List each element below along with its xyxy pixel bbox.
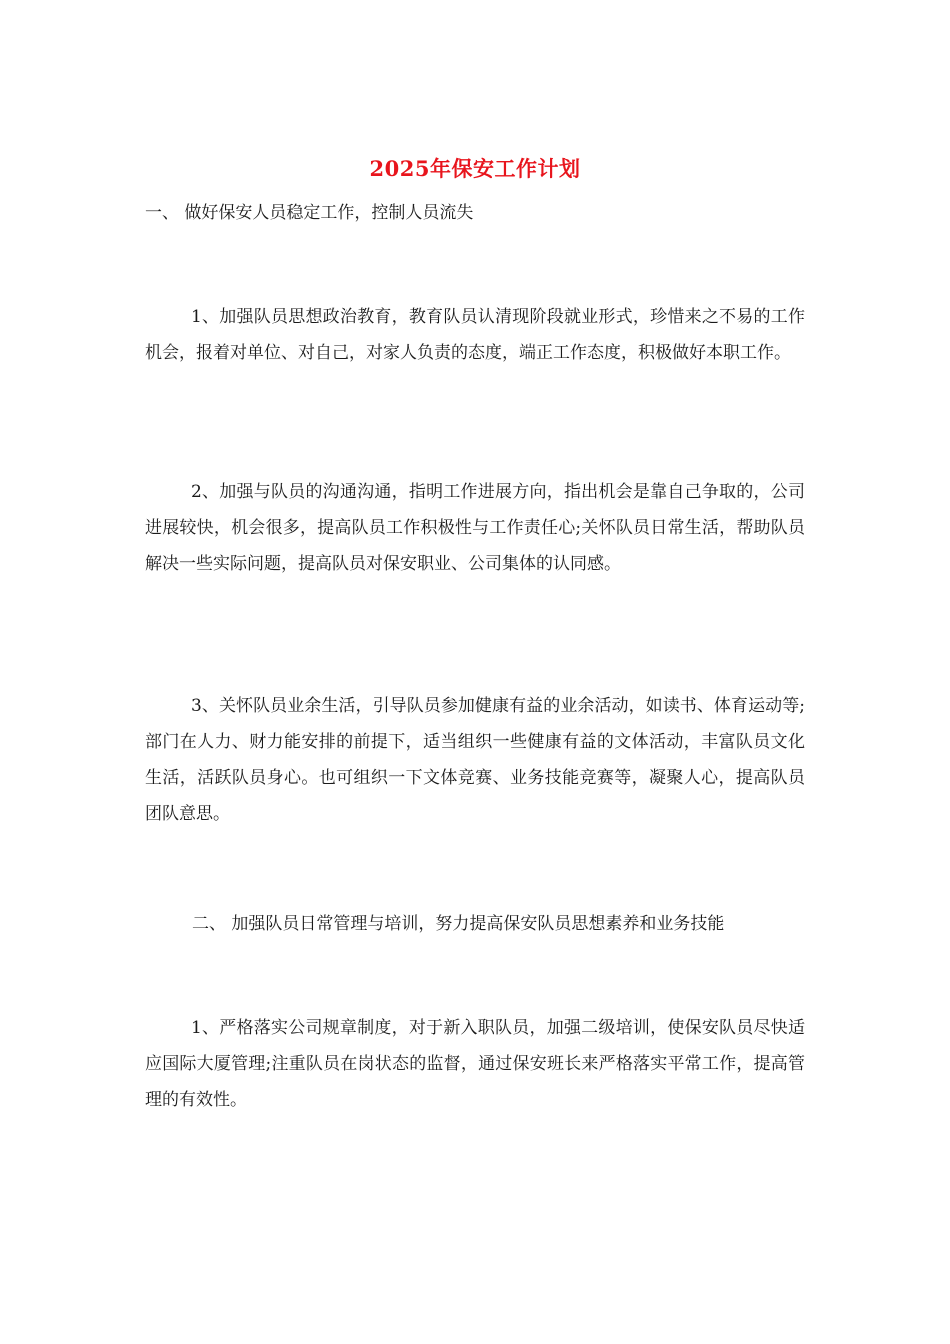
document-title: 2025年保安工作计划 bbox=[369, 156, 581, 181]
section-1-item-3: 3、关怀队员业余生活，引导队员参加健康有益的业余活动，如读书、体育运动等;部门在人力、财力能安排的前提下，适当组织一些健康有益的文体活动，丰富队员文化生活，活跃队员身心。也可组织一下文体竞赛、业务技能竞赛等，凝聚人心，提高队员团队意思。 bbox=[145, 696, 805, 824]
section-1-item-2: 2、加强与队员的沟通沟通，指明工作进展方向，指出机会是靠自己争取的，公司进展较快，机会很多，提高队员工作积极性与工作责任心;关怀队员日常生活，帮助队员解决一些实际问题，提高队员对保安职业、公司集体的认同感。 bbox=[145, 482, 805, 574]
section-2-heading: 二、 加强队员日常管理与培训，努力提高保安队员思想素养和业务技能 bbox=[192, 914, 725, 934]
section-2-item-1: 1、严格落实公司规章制度，对于新入职队员，加强二级培训，使保安队员尽快适应国际大厦管理;注重队员在岗状态的监督，通过保安班长来严格落实平常工作，提高管理的有效性。 bbox=[145, 1018, 805, 1110]
section-1-heading: 一、 做好保安人员稳定工作，控制人员流失 bbox=[145, 203, 474, 223]
section-1-item-1: 1、加强队员思想政治教育，教育队员认清现阶段就业形式，珍惜来之不易的工作机会，报着对单位、对自己，对家人负责的态度，端正工作态度，积极做好本职工作。 bbox=[145, 307, 805, 363]
